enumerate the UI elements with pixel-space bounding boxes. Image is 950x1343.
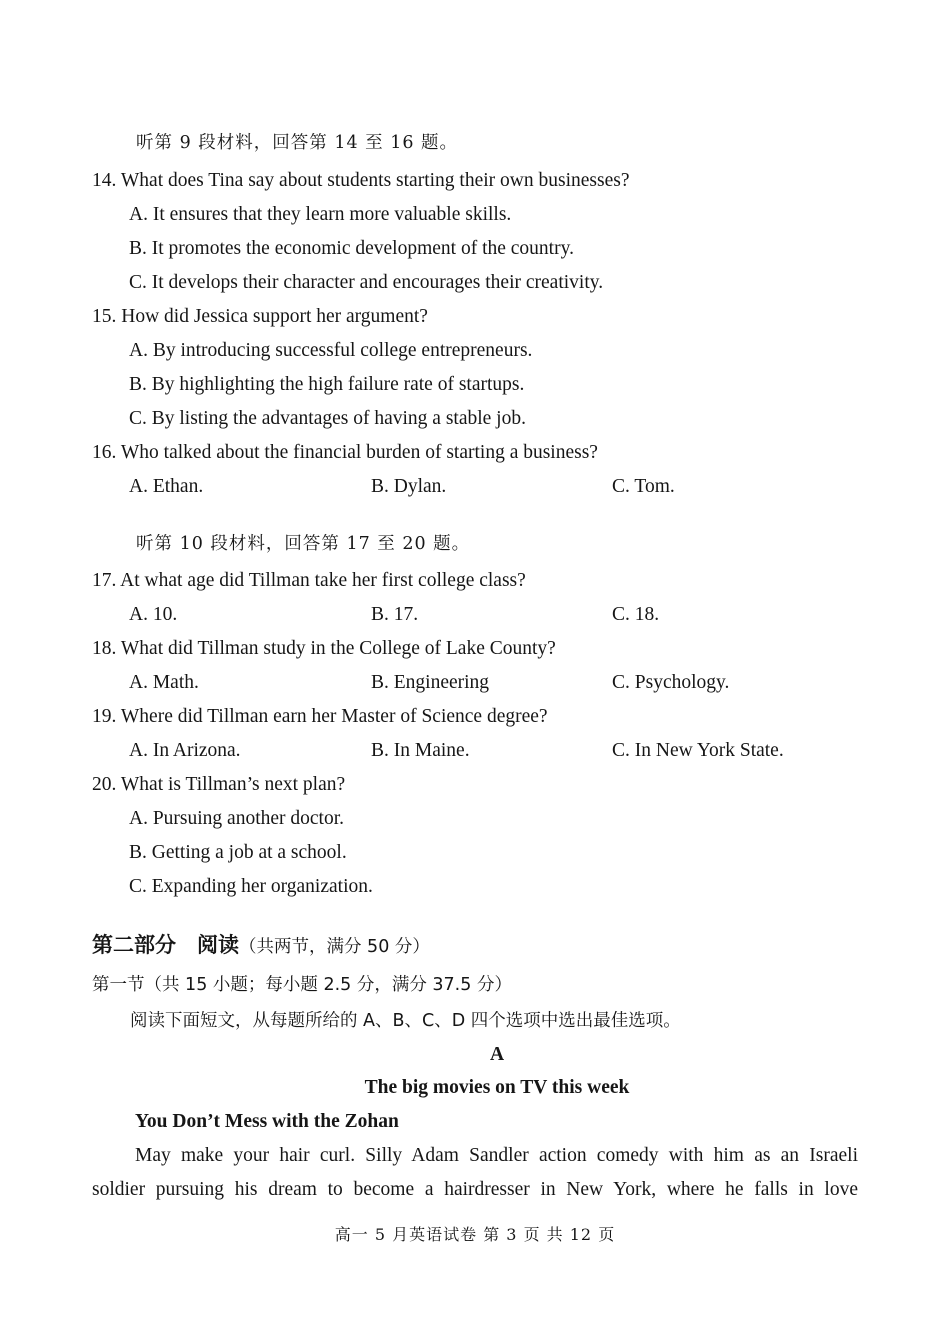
question-17-stem: 17. At what age did Tillman take her first college class? — [92, 570, 526, 591]
question-19-option-a: A. In Arizona. — [129, 740, 241, 761]
passage-letter: A — [489, 1044, 505, 1065]
question-17-option-c: C. 18. — [612, 604, 660, 625]
reading-instruction: 阅读下面短文，从每题所给的 A、B、C、D 四个选项中选出最佳选项。 — [130, 1011, 681, 1031]
question-15-stem: 15. How did Jessica support her argument? — [92, 306, 428, 327]
question-18-option-a: A. Math. — [129, 672, 199, 693]
reading-part-heading — [92, 931, 430, 961]
question-19-stem: 19. Where did Tillman earn her Master of Science degree? — [92, 706, 548, 727]
question-17-option-a: A. 10. — [129, 604, 178, 625]
passage-body-line-1: May make your hair curl. Silly Adam Sandler action comedy with him as an Israeli — [135, 1145, 858, 1166]
reading-section-title: 第一节（共 15 小题；每小题 2.5 分，满分 37.5 分） — [92, 975, 512, 995]
question-20-option-a: A. Pursuing another doctor. — [129, 808, 345, 829]
question-14-option-c: C. It develops their character and encourages their creativity. — [129, 272, 604, 293]
question-14-stem: 14. What does Tina say about students starting their own businesses? — [92, 170, 630, 191]
page-footer: 高一 5 月英语试卷 第 3 页 共 12 页 — [334, 1225, 616, 1244]
question-16-option-c: C. Tom. — [612, 476, 675, 497]
section-10-instruction: 听第 10 段材料，回答第 17 至 20 题。 — [136, 534, 471, 554]
question-17-option-b: B. 17. — [371, 604, 419, 625]
question-18-option-b: B. Engineering — [371, 672, 490, 693]
passage-body-line-2: soldier pursuing his dream to become a hairdresser in New York, where he falls in love — [92, 1179, 858, 1200]
reading-part-title: 第二部分 阅读 — [92, 933, 239, 957]
question-20-option-c: C. Expanding her organization. — [129, 876, 373, 897]
question-19-option-b: B. In Maine. — [371, 740, 470, 761]
question-15-option-b: B. By highlighting the high failure rate of startups. — [129, 374, 525, 395]
passage-title: The big movies on TV this week — [364, 1077, 630, 1098]
question-14-option-b: B. It promotes the economic development of the country. — [129, 238, 574, 259]
reading-part-note: （共两节，满分 50 分） — [239, 937, 430, 957]
question-14-option-a: A. It ensures that they learn more valuable skills. — [129, 204, 512, 225]
movie-title: You Don’t Mess with the Zohan — [135, 1111, 399, 1132]
question-18-option-c: C. Psychology. — [612, 672, 730, 693]
question-16-option-b: B. Dylan. — [371, 476, 447, 497]
question-16-stem: 16. Who talked about the financial burden of starting a business? — [92, 442, 598, 463]
section-9-instruction: 听第 9 段材料，回答第 14 至 16 题。 — [136, 133, 459, 153]
question-20-stem: 20. What is Tillman’s next plan? — [92, 774, 346, 795]
question-15-option-c: C. By listing the advantages of having a stable job. — [129, 408, 526, 429]
question-19-option-c: C. In New York State. — [612, 740, 784, 761]
question-15-option-a: A. By introducing successful college entrepreneurs. — [129, 340, 533, 361]
question-20-option-b: B. Getting a job at a school. — [129, 842, 347, 863]
question-16-option-a: A. Ethan. — [129, 476, 204, 497]
question-18-stem: 18. What did Tillman study in the College of Lake County? — [92, 638, 556, 659]
